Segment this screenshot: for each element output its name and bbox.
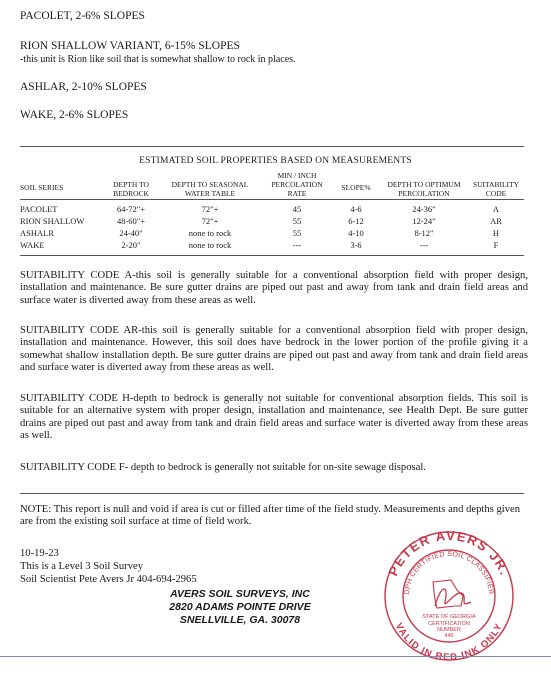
cell-perc: 55 bbox=[292, 216, 302, 226]
code-ar-paragraph: SUITABILITY CODE AR-this soil is generally suitable for a conventional absorption field with proper design, installation and maintenance. However, this soil does have bedrock in the lower portion of the profile giving it a somewhat shallow installation depth. Be sure gutter drains are piped out past and away from tank and drain field areas and surface water is diverted away from these areas as well. bbox=[20, 325, 528, 374]
cell-bedrock: 64-72"+ bbox=[116, 204, 146, 214]
company-address bbox=[140, 588, 340, 627]
soil-unit-ashlar: ASHLAR, 2-10% SLOPES bbox=[20, 81, 147, 93]
code-f-paragraph: SUITABILITY CODE F- depth to bedrock is generally not suitable for on-site sewage disposal. bbox=[20, 462, 426, 473]
code-a-paragraph: SUITABILITY CODE A-this soil is generally suitable for a conventional absorption field with proper design, installation and maintenance. Be sure gutter drains are piped out past and away from tank and drain field areas and surface water is diverted away from these areas as well. bbox=[20, 270, 528, 306]
certification-seal bbox=[371, 524, 526, 662]
cell-slope: 4-10 bbox=[348, 228, 364, 238]
header-bedrock: DEPTH TO BEDROCK bbox=[113, 180, 149, 198]
seal-number: 446 bbox=[444, 633, 454, 639]
cell-water: none to rock bbox=[188, 240, 232, 250]
signature-scribble bbox=[435, 589, 471, 606]
cell-code: F bbox=[493, 240, 499, 250]
company-name: AVERS SOIL SURVEYS, INC bbox=[170, 588, 310, 600]
cell-slope: 6-12 bbox=[348, 216, 364, 226]
cell-perc: 55 bbox=[292, 228, 302, 238]
cell-optimum: 8-12" bbox=[414, 228, 434, 238]
cell-water: none to rock bbox=[188, 228, 232, 238]
header-slope: SLOPE% bbox=[341, 183, 371, 192]
company-city: SNELLVILLE, GA. 30078 bbox=[179, 614, 301, 626]
seal-number-label: NUMBER bbox=[437, 627, 461, 633]
seal-name: PETER AVERS JR. bbox=[385, 527, 513, 579]
header-suitability: SUITABILITY CODE bbox=[472, 180, 520, 198]
cell-water: 72"+ bbox=[201, 216, 219, 226]
table-bottom-rule bbox=[20, 255, 524, 256]
note-paragraph: NOTE: This report is null and void if area is cut or filled after time of the field study. Measurements and depths given are from the existing soil surface at time of field work. bbox=[20, 504, 520, 528]
header-water-table: DEPTH TO SEASONAL WATER TABLE bbox=[171, 180, 249, 198]
header-optimum: DEPTH TO OPTIMUM PERCOLATION bbox=[387, 180, 461, 198]
cell-slope: 4-6 bbox=[350, 204, 362, 214]
soil-unit-wake: WAKE, 2-6% SLOPES bbox=[20, 109, 129, 121]
cell-water: 72"+ bbox=[201, 204, 219, 214]
cell-perc: --- bbox=[292, 240, 302, 250]
table-header-rule bbox=[20, 199, 524, 200]
divider bbox=[20, 493, 524, 494]
seal-org: DPH CERTIFIED SOIL CLASSIFIER bbox=[403, 550, 495, 595]
cell-code: A bbox=[492, 204, 500, 214]
table-title: ESTIMATED SOIL PROPERTIES BASED ON MEASUREMENTS bbox=[139, 156, 412, 166]
report-date: 10-19-23 bbox=[20, 548, 59, 559]
cell-bedrock: 2-20" bbox=[121, 240, 141, 250]
seal-valid-text: VALID IN RED INK ONLY bbox=[392, 621, 506, 662]
cell-slope: 3-6 bbox=[350, 240, 362, 250]
svg-text:DPH CERTIFIED SOIL CLASSIFIER bbox=[404, 551, 494, 595]
scientist-line: Soil Scientist Pete Avers Jr 404-694-2965 bbox=[20, 574, 197, 585]
header-perc-rate: MIN / INCH PERCOLATION RATE bbox=[271, 171, 323, 198]
soil-unit-rion-note: -this unit is Rion like soil that is somewhat shallow to rock in places. bbox=[20, 54, 296, 65]
cell-perc: 45 bbox=[292, 204, 302, 214]
survey-level: This is a Level 3 Soil Survey bbox=[20, 561, 143, 572]
soil-unit-rion: RION SHALLOW VARIANT, 6-15% SLOPES bbox=[20, 40, 240, 52]
cell-optimum: --- bbox=[419, 240, 429, 250]
cell-series: WAKE bbox=[20, 240, 45, 250]
cell-code: AR bbox=[490, 216, 502, 226]
seal-state: STATE OF GEORGIA bbox=[422, 614, 476, 620]
cell-series: PACOLET bbox=[20, 204, 58, 214]
cell-bedrock: 24-40" bbox=[119, 228, 143, 238]
header-soil-series: SOIL SERIES bbox=[20, 183, 64, 192]
company-street: 2820 ADAMS POINTE DRIVE bbox=[169, 601, 311, 613]
page-bottom-rule bbox=[0, 656, 551, 657]
seal-certification: CERTIFICATION bbox=[428, 621, 470, 627]
soil-unit-pacolet: PACOLET, 2-6% SLOPES bbox=[20, 10, 145, 22]
cell-code: H bbox=[492, 228, 500, 238]
cell-series: RION SHALLOW bbox=[20, 216, 85, 226]
code-h-paragraph: SUITABILITY CODE H-depth to bedrock is generally not suitable for conventional absorption fields. This soil is suitable for an alternative system with proper design, installation and maintenance, see Health Dept. Be sure gutter drains are piped out past and away from tank and drain field areas and surface water is diverted away from these areas as well. bbox=[20, 393, 528, 442]
cell-bedrock: 48-60"+ bbox=[116, 216, 146, 226]
cell-optimum: 12-24" bbox=[412, 216, 436, 226]
cell-series: ASHALR bbox=[20, 228, 55, 238]
cell-optimum: 24-36" bbox=[412, 204, 436, 214]
divider bbox=[20, 146, 524, 147]
